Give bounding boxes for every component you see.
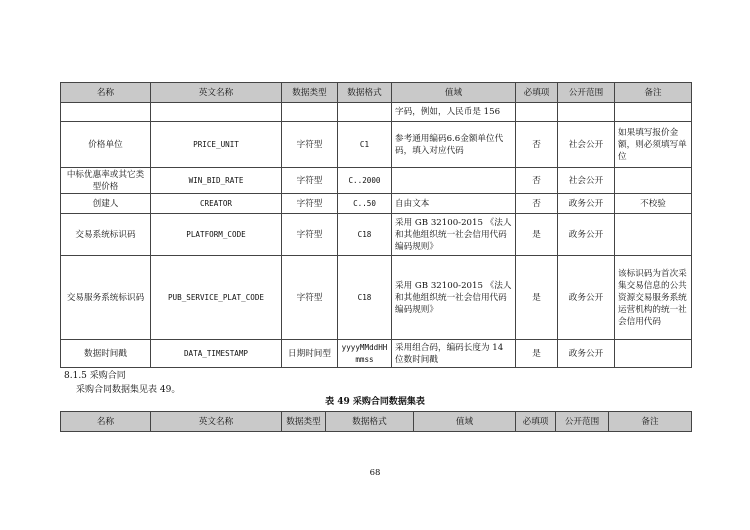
cell-type: 字符型 [282, 194, 338, 214]
header-name: 名称 [61, 83, 151, 103]
cell-scope [558, 103, 615, 122]
section-title: 8.1.5 采购合同 [64, 371, 126, 381]
cell-type: 字符型 [282, 168, 338, 194]
cell-name: 交易系统标识码 [61, 214, 151, 256]
header-scope: 公开范围 [556, 412, 609, 432]
cell-required: 是 [516, 256, 558, 340]
cell-en: PUB_SERVICE_PLAT_CODE [151, 256, 282, 340]
cell-note: 该标识码为首次采集交易信息的公共资源交易服务系统运营机构的统一社会信用代码 [615, 256, 692, 340]
cell-type: 字符型 [282, 122, 338, 168]
table-row [61, 194, 692, 214]
cell-domain: 采用 GB 32100-2015 《法人和其他组织统一社会信用代码编码规则》 [392, 214, 516, 256]
cell-scope: 政务公开 [558, 256, 615, 340]
cell-en: WIN_BID_RATE [151, 168, 282, 194]
cell-name: 交易服务系统标识码 [61, 256, 151, 340]
header-note: 备注 [609, 412, 692, 432]
cell-en: CREATOR [151, 194, 282, 214]
cell-en [151, 103, 282, 122]
cell-scope: 政务公开 [558, 214, 615, 256]
cell-domain [392, 168, 516, 194]
cell-domain: 采用组合码，编码长度为 14 位数时间戳 [392, 340, 516, 368]
header-required: 必填项 [516, 83, 558, 103]
cell-en: DATA_TIMESTAMP [151, 340, 282, 368]
cell-format: yyyyMMddHHmmss [338, 340, 392, 368]
cell-note [615, 340, 692, 368]
cell-note: 如果填写报价金额，则必须填写单位 [615, 122, 692, 168]
cell-note: 不校验 [615, 194, 692, 214]
data-table-48 [60, 82, 692, 368]
data-table-49 [60, 411, 692, 432]
cell-domain: 字码，例如，人民币是 156 [392, 103, 516, 122]
table-row [61, 340, 692, 368]
cell-scope: 政务公开 [558, 194, 615, 214]
header-format: 数据格式 [338, 83, 392, 103]
cell-required: 否 [516, 122, 558, 168]
header-en: 英文名称 [151, 83, 282, 103]
header-domain: 值域 [392, 83, 516, 103]
cell-type: 字符型 [282, 214, 338, 256]
cell-domain: 采用 GB 32100-2015 《法人和其他组织统一社会信用代码编码规则》 [392, 256, 516, 340]
cell-domain: 自由文本 [392, 194, 516, 214]
table-header-row [61, 83, 692, 103]
header-note: 备注 [615, 83, 692, 103]
table-row [61, 256, 692, 340]
table-header-row [61, 412, 692, 432]
cell-required [516, 103, 558, 122]
cell-en: PRICE_UNIT [151, 122, 282, 168]
header-en: 英文名称 [151, 412, 282, 432]
cell-note [615, 103, 692, 122]
header-name: 名称 [61, 412, 151, 432]
table-row [61, 122, 692, 168]
cell-format: C..2000 [338, 168, 392, 194]
cell-name: 数据时间戳 [61, 340, 151, 368]
cell-format: C18 [338, 214, 392, 256]
page-number: 68 [369, 468, 381, 478]
cell-required: 是 [516, 214, 558, 256]
cell-scope: 社会公开 [558, 168, 615, 194]
cell-required: 是 [516, 340, 558, 368]
table-caption: 表 49 采购合同数据集表 [325, 397, 425, 407]
cell-name: 价格单位 [61, 122, 151, 168]
cell-format [338, 103, 392, 122]
cell-domain: 参考通用编码6.6金额单位代码，填入对应代码 [392, 122, 516, 168]
cell-scope: 政务公开 [558, 340, 615, 368]
cell-format: C18 [338, 256, 392, 340]
cell-scope: 社会公开 [558, 122, 615, 168]
section-description: 采购合同数据集见表 49。 [76, 385, 181, 395]
cell-required: 否 [516, 168, 558, 194]
cell-note [615, 214, 692, 256]
cell-note [615, 168, 692, 194]
header-format: 数据格式 [326, 412, 414, 432]
cell-type: 日期时间型 [282, 340, 338, 368]
cell-type: 字符型 [282, 256, 338, 340]
table-row [61, 214, 692, 256]
header-domain: 值域 [414, 412, 516, 432]
table-row [61, 103, 692, 122]
header-required: 必填项 [516, 412, 556, 432]
cell-type [282, 103, 338, 122]
header-type: 数据类型 [282, 412, 326, 432]
header-scope: 公开范围 [558, 83, 615, 103]
header-type: 数据类型 [282, 83, 338, 103]
cell-name [61, 103, 151, 122]
table-row [61, 168, 692, 194]
cell-format: C1 [338, 122, 392, 168]
cell-en: PLATFORM_CODE [151, 214, 282, 256]
cell-format: C..50 [338, 194, 392, 214]
cell-name: 中标优惠率或其它类型价格 [61, 168, 151, 194]
cell-name: 创建人 [61, 194, 151, 214]
cell-required: 否 [516, 194, 558, 214]
